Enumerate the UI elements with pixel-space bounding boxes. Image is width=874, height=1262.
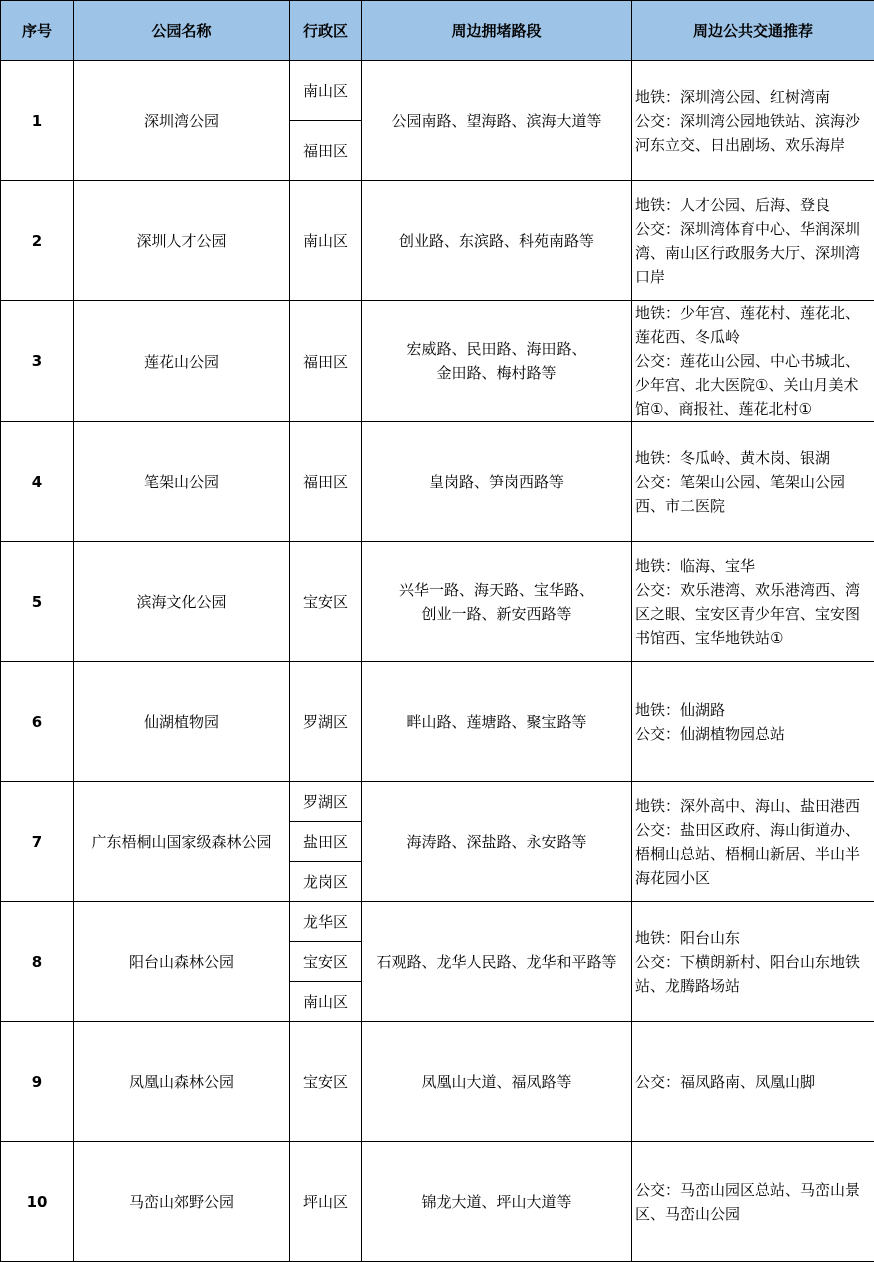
- cell-park-name: 仙湖植物园: [74, 662, 290, 782]
- cell-transit: [632, 662, 874, 782]
- cell-congested-roads: [362, 422, 632, 542]
- cell-district: 盐田区: [290, 822, 362, 862]
- road-line: 锦龙大道、坪山大道等: [362, 1190, 631, 1214]
- table-row: [1, 301, 874, 422]
- cell-congested-roads: [362, 1142, 632, 1262]
- road-line: 公园南路、望海路、滨海大道等: [362, 109, 631, 133]
- transit-line: 公交：笔架山公园、笔架山公园西、市二医院: [635, 470, 871, 518]
- cell-number: 5: [1, 542, 74, 662]
- road-line: 兴华一路、海天路、宝华路、: [362, 578, 631, 602]
- table-row: [1, 902, 874, 942]
- header-district: 行政区: [290, 1, 362, 61]
- cell-transit: [632, 422, 874, 542]
- cell-park-name: 深圳人才公园: [74, 181, 290, 301]
- cell-park-name: 阳台山森林公园: [74, 902, 290, 1022]
- table-row: [1, 1142, 874, 1262]
- transit-line: 公交：莲花山公园、中心书城北、少年宫、北大医院①、关山月美术馆①、商报社、莲花北村①: [635, 349, 871, 421]
- cell-district: 龙华区: [290, 902, 362, 942]
- cell-district: 宝安区: [290, 1022, 362, 1142]
- cell-congested-roads: [362, 61, 632, 181]
- transit-line: 公交：盐田区政府、海山街道办、梧桐山总站、梧桐山新居、半山半海花园小区: [635, 818, 871, 890]
- cell-congested-roads: [362, 181, 632, 301]
- transit-line: 地铁：阳台山东: [635, 926, 871, 950]
- cell-congested-roads: [362, 542, 632, 662]
- cell-transit: [632, 542, 874, 662]
- transit-line: 公交：深圳湾体育中心、华润深圳湾、南山区行政服务大厅、深圳湾口岸: [635, 217, 871, 289]
- cell-congested-roads: [362, 782, 632, 902]
- table-row: [1, 1022, 874, 1142]
- table-row: [1, 542, 874, 662]
- cell-number: 6: [1, 662, 74, 782]
- transit-line: 地铁：仙湖路: [635, 698, 871, 722]
- header-transit-recommendation: 周边公共交通推荐: [632, 1, 874, 61]
- road-line: 创业路、东滨路、科苑南路等: [362, 229, 631, 253]
- cell-district: 罗湖区: [290, 662, 362, 782]
- table-row: [1, 61, 874, 121]
- cell-park-name: 笔架山公园: [74, 422, 290, 542]
- header-congested-roads: 周边拥堵路段: [362, 1, 632, 61]
- cell-congested-roads: [362, 301, 632, 422]
- header-row: [1, 1, 874, 61]
- cell-transit: [632, 301, 874, 422]
- road-line: 石观路、龙华人民路、龙华和平路等: [362, 950, 631, 974]
- cell-district: 南山区: [290, 982, 362, 1022]
- cell-district: 福田区: [290, 301, 362, 422]
- road-line: 皇岗路、笋岗西路等: [362, 470, 631, 494]
- cell-number: 4: [1, 422, 74, 542]
- transit-line: 地铁：冬瓜岭、黄木岗、银湖: [635, 446, 871, 470]
- cell-district: 南山区: [290, 61, 362, 121]
- road-line: 金田路、梅村路等: [362, 361, 631, 385]
- table-row: [1, 782, 874, 822]
- cell-congested-roads: [362, 662, 632, 782]
- transit-line: 地铁：人才公园、后海、登良: [635, 193, 871, 217]
- road-line: 凤凰山大道、福凤路等: [362, 1070, 631, 1094]
- cell-transit: [632, 1142, 874, 1262]
- road-line: 宏威路、民田路、海田路、: [362, 337, 631, 361]
- transit-line: 公交：下横朗新村、阳台山东地铁站、龙腾路场站: [635, 950, 871, 998]
- transit-line: 公交：欢乐港湾、欢乐港湾西、湾区之眼、宝安区青少年宫、宝安图书馆西、宝华地铁站①: [635, 578, 871, 650]
- cell-park-name: 莲花山公园: [74, 301, 290, 422]
- road-line: 创业一路、新安西路等: [362, 602, 631, 626]
- cell-district: 宝安区: [290, 542, 362, 662]
- transit-line: 公交：仙湖植物园总站: [635, 722, 871, 746]
- road-line: 海涛路、深盐路、永安路等: [362, 830, 631, 854]
- transit-line: 公交：马峦山园区总站、马峦山景区、马峦山公园: [635, 1178, 871, 1226]
- cell-number: 3: [1, 301, 74, 422]
- cell-number: 1: [1, 61, 74, 181]
- cell-district: 龙岗区: [290, 862, 362, 902]
- cell-district: 宝安区: [290, 942, 362, 982]
- cell-district: 福田区: [290, 121, 362, 181]
- cell-park-name: 广东梧桐山国家级森林公园: [74, 782, 290, 902]
- cell-transit: [632, 61, 874, 181]
- cell-park-name: 滨海文化公园: [74, 542, 290, 662]
- cell-transit: [632, 181, 874, 301]
- header-number: 序号: [1, 1, 74, 61]
- transit-line: 公交：深圳湾公园地铁站、滨海沙河东立交、日出剧场、欢乐海岸: [635, 109, 871, 157]
- header-park-name: 公园名称: [74, 1, 290, 61]
- cell-transit: [632, 1022, 874, 1142]
- cell-number: 2: [1, 181, 74, 301]
- cell-park-name: 凤凰山森林公园: [74, 1022, 290, 1142]
- cell-number: 9: [1, 1022, 74, 1142]
- cell-transit: [632, 782, 874, 902]
- cell-district: 福田区: [290, 422, 362, 542]
- cell-park-name: 深圳湾公园: [74, 61, 290, 181]
- transit-line: 地铁：临海、宝华: [635, 554, 871, 578]
- cell-district: 罗湖区: [290, 782, 362, 822]
- cell-congested-roads: [362, 902, 632, 1022]
- cell-transit: [632, 902, 874, 1022]
- road-line: 畔山路、莲塘路、聚宝路等: [362, 710, 631, 734]
- cell-park-name: 马峦山郊野公园: [74, 1142, 290, 1262]
- cell-number: 8: [1, 902, 74, 1022]
- cell-district: 南山区: [290, 181, 362, 301]
- transit-line: 地铁：深圳湾公园、红树湾南: [635, 85, 871, 109]
- table-row: [1, 181, 874, 301]
- transit-line: 公交：福凤路南、凤凰山脚: [635, 1070, 871, 1094]
- cell-number: 10: [1, 1142, 74, 1262]
- table-row: [1, 422, 874, 542]
- transit-line: 地铁：少年宫、莲花村、莲花北、莲花西、冬瓜岭: [635, 301, 871, 349]
- cell-congested-roads: [362, 1022, 632, 1142]
- table-row: [1, 662, 874, 782]
- cell-number: 7: [1, 782, 74, 902]
- cell-district: 坪山区: [290, 1142, 362, 1262]
- transit-line: 地铁：深外高中、海山、盐田港西: [635, 794, 871, 818]
